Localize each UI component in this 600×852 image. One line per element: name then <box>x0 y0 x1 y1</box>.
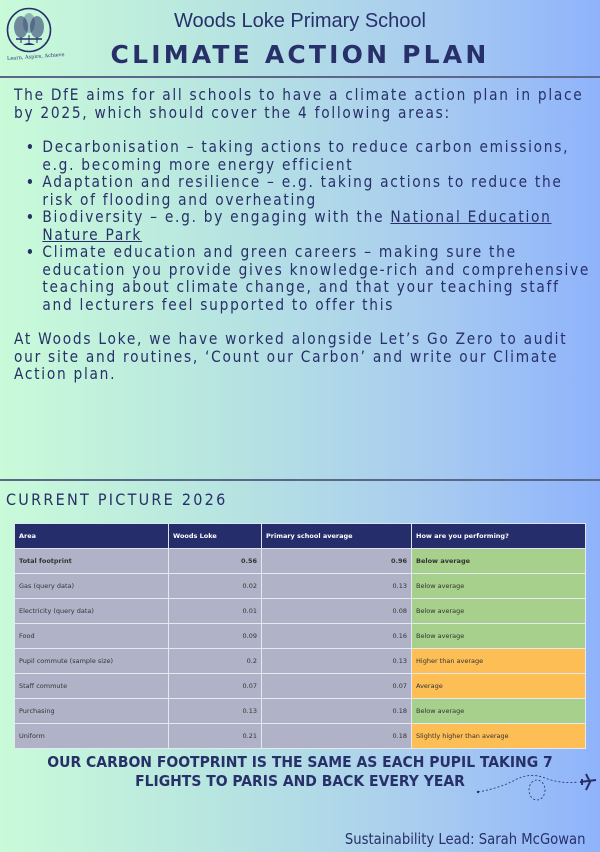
table-row <box>15 599 586 624</box>
cell-perf: Average <box>412 674 586 699</box>
divider <box>0 479 600 481</box>
cell-area: Food <box>15 624 169 649</box>
cell-perf: Below average <box>412 624 586 649</box>
cell-area: Total footprint <box>15 549 169 574</box>
cell-perf: Higher than average <box>412 649 586 674</box>
cell-perf: Slightly higher than average <box>412 724 586 749</box>
bullet-text: Adaptation and resilience – e.g. taking actions to reduce the risk of flooding and overheating <box>42 172 563 209</box>
cell-avg: 0.18 <box>262 699 412 724</box>
intro-section <box>14 86 590 383</box>
page-title: CLIMATE ACTION PLAN <box>110 40 490 69</box>
cell-avg: 0.13 <box>262 649 412 674</box>
header-performance: How are you performing? <box>412 524 586 549</box>
list-item <box>42 173 590 208</box>
cell-perf: Below average <box>412 574 586 599</box>
cell-school: 0.21 <box>169 724 262 749</box>
list-item <box>42 243 590 313</box>
cell-school: 0.02 <box>169 574 262 599</box>
cell-school: 0.13 <box>169 699 262 724</box>
cell-perf: Below average <box>412 699 586 724</box>
carbon-table <box>14 523 586 749</box>
table-row <box>15 574 586 599</box>
table-row <box>15 699 586 724</box>
statement-line: FLIGHTS TO PARIS AND BACK EVERY YEAR <box>135 772 465 790</box>
list-item <box>42 208 590 243</box>
cell-school: 0.07 <box>169 674 262 699</box>
bullet-text: Decarbonisation – taking actions to reduce carbon emissions, e.g. becoming more energy efficient <box>42 137 570 174</box>
cell-avg: 0.16 <box>262 624 412 649</box>
divider <box>0 76 600 78</box>
cell-avg: 0.08 <box>262 599 412 624</box>
cell-area: Gas (query data) <box>15 574 169 599</box>
cell-area: Uniform <box>15 724 169 749</box>
cell-avg: 0.96 <box>262 549 412 574</box>
cell-area: Pupil commute (sample size) <box>15 649 169 674</box>
table-row <box>15 649 586 674</box>
header-area: Area <box>15 524 169 549</box>
cell-area: Electricity (query data) <box>15 599 169 624</box>
bullet-text: Biodiversity – e.g. by engaging with the <box>42 207 391 226</box>
airplane-icon <box>470 770 600 810</box>
table-row <box>15 724 586 749</box>
cell-area: Purchasing <box>15 699 169 724</box>
table-row <box>15 624 586 649</box>
closing-paragraph: At Woods Loke, we have worked alongside Let’s Go Zero to audit our site and routines, ‘Count our Carbon’ and write our Climate Action plan. <box>14 329 568 383</box>
cell-school: 0.09 <box>169 624 262 649</box>
cell-school: 0.56 <box>169 549 262 574</box>
table-header-row <box>15 524 586 549</box>
table-row <box>15 549 586 574</box>
areas-list <box>14 138 590 313</box>
header-school: Woods Loke <box>169 524 262 549</box>
cell-avg: 0.18 <box>262 724 412 749</box>
sustainability-lead: Sustainability Lead: Sarah McGowan <box>344 830 585 848</box>
logo-caption: Learn, Aspire, Achieve <box>6 52 65 62</box>
list-item <box>42 138 590 173</box>
cell-school: 0.01 <box>169 599 262 624</box>
cell-avg: 0.13 <box>262 574 412 599</box>
nature-park-link[interactable]: National Education Nature Park <box>42 207 552 244</box>
statement-line: OUR CARBON FOOTPRINT IS THE SAME AS EACH PUPIL TAKING 7 <box>47 753 553 771</box>
cell-school: 0.2 <box>169 649 262 674</box>
header-average: Primary school average <box>262 524 412 549</box>
cell-perf: Below average <box>412 599 586 624</box>
section-title: CURRENT PICTURE 2026 <box>6 490 228 509</box>
bullet-text: Climate education and green careers – making sure the education you provide gives knowledge-rich and comprehensive teaching about climate change, and that your teaching staff and lecturers feel supported to offer this <box>42 242 591 314</box>
cell-area: Staff commute <box>15 674 169 699</box>
cell-avg: 0.07 <box>262 674 412 699</box>
table-row <box>15 674 586 699</box>
intro-paragraph: The DfE aims for all schools to have a climate action plan in place by 2025, which should cover the 4 following areas: <box>14 85 584 122</box>
cell-perf: Below average <box>412 549 586 574</box>
school-name: Woods Loke Primary School <box>174 10 426 32</box>
